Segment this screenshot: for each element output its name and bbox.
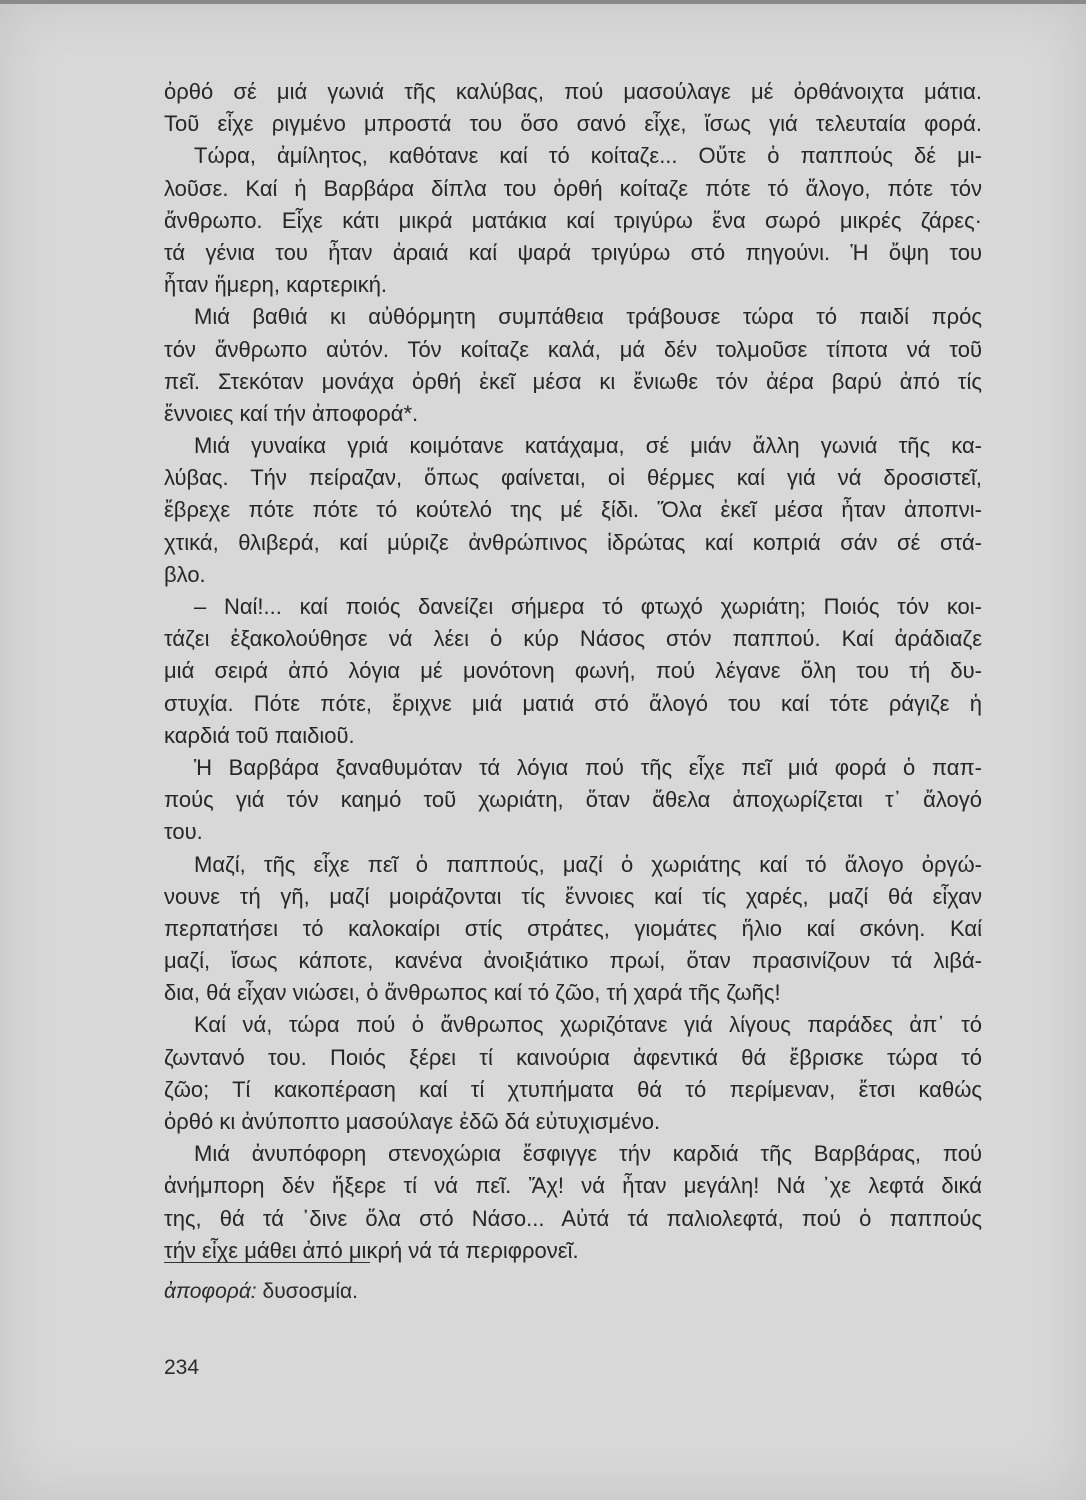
text-line: Μιά ἀνυπόφορη στενοχώρια ἔσφιγγε τήν καρδιά τῆς Βαρβάρας, πού <box>194 1141 982 1167</box>
text-line: δια, θά εἶχαν νιώσει, ὁ ἄνθρωπος καί τό ζῶο, τή χαρά τῆς ζωῆς! <box>164 980 781 1006</box>
footnote-term: ἀποφορά: <box>164 1280 257 1303</box>
text-line: πεῖ. Στεκόταν μονάχα ὀρθή ἐκεῖ μέσα κι ἔνιωθε τόν ἀέρα βαρύ ἀπό τίς <box>164 368 982 394</box>
text-line: ἔννοιες καί τήν ἀποφορά*. <box>164 400 419 426</box>
text-line: χτικά, θλιβερά, καί μύριζε ἀνθρώπινος ἱδρώτας καί κοπριά σάν σέ στά- <box>164 529 982 555</box>
text-line: – Ναί!... καί ποιός δανείζει σήμερα τό φτωχό χωριάτη; Ποιός τόν κοι- <box>194 594 982 619</box>
text-line: βλο. <box>164 561 206 587</box>
text-line: ζωντανό του. Ποιός ξέρει τί καινούρια ἀφεντικά θά ἔβρισκε τώρα τό <box>164 1044 982 1070</box>
text-line: τάζει ἐξακολούθησε νά λέει ὁ κύρ Νάσος στόν παππού. Καί ἀράδιαζε <box>164 626 982 652</box>
footnote-rule <box>164 1262 370 1263</box>
text-line: νουνε τή γῆ, μαζί μοιράζονται τίς ἔννοιες καί τίς χαρές, μαζί θά εἶχαν <box>164 883 982 909</box>
text-line: Μιά βαθιά κι αὐθόρμητη συμπάθεια τράβουσε τώρα τό παιδί πρός <box>194 304 982 330</box>
body-text <box>164 76 982 1267</box>
text-line: του. <box>164 819 203 845</box>
text-line: Τώρα, ἀμίλητος, καθότανε καί τό κοίταζε... Οὔτε ὁ παππούς δέ μι- <box>194 143 982 169</box>
text-line: περπατήσει τό καλοκαίρι στίς στράτες, γιομάτες ἥλιο καί σκόνη. Καί <box>164 915 982 941</box>
text-line: ὀρθό κι ἀνύποπτο μασούλαγε ἐδῶ δά εὐτυχισμένο. <box>164 1109 661 1134</box>
footnote <box>164 1280 358 1304</box>
text-line: τήν εἶχε μάθει ἀπό μικρή νά τά περιφρονεῖ. <box>164 1237 579 1263</box>
text-line: πούς γιά τόν καημό τοῦ χωριάτη, ὅταν ἄθελα ἀποχωρίζεται τ᾽ ἄλογό <box>164 787 982 813</box>
page-number: 234 <box>164 1356 200 1379</box>
text-line: Μιά γυναίκα γριά κοιμότανε κατάχαμα, σέ μιάν ἄλλη γωνιά τῆς κα- <box>194 433 982 459</box>
text-line: στυχία. Πότε πότε, ἔριχνε μιά ματιά στό ἄλογό του καί τότε ράγιζε ἡ <box>164 690 982 716</box>
text-line: λοῦσε. Καί ἡ Βαρβάρα δίπλα του ὀρθή κοίταζε πότε τό ἄλογο, πότε τόν <box>164 175 982 201</box>
text-line: Ἡ Βαρβάρα ξαναθυμόταν τά λόγια πού τῆς εἶχε πεῖ μιά φορά ὁ παπ- <box>194 754 982 780</box>
footnote-definition: δυσοσμία. <box>262 1280 359 1303</box>
text-line: της, θά τά ᾽δινε ὅλα στό Νάσο... Αὐτά τά παλιολεφτά, πού ὁ παππούς <box>164 1205 982 1231</box>
text-line: καρδιά τοῦ παιδιοῦ. <box>164 722 355 748</box>
text-line: μαζί, ἴσως κάποτε, κανένα ἀνοιξιάτικο πρωί, ὅταν πρασινίζουν τά λιβά- <box>164 948 982 974</box>
text-line: Τοῦ εἶχε ριγμένο μπροστά του ὅσο σανό εἶχε, ἴσως γιά τελευταία φορά. <box>164 111 982 137</box>
text-line: ὀρθό σέ μιά γωνιά τῆς καλύβας, πού μασούλαγε μέ ὀρθάνοιχτα μάτια. <box>164 79 982 104</box>
text-line: μιά σειρά ἀπό λόγια μέ μονότονη φωνή, πού λέγανε ὅλη του τή δυ- <box>164 658 982 684</box>
text-line: λύβας. Τήν πείραζαν, ὅπως φαίνεται, οἱ θέρμες καί γιά νά δροσιστεῖ, <box>164 465 982 491</box>
text-line: τόν ἄνθρωπο αὐτόν. Τόν κοίταζε καλά, μά δέν τολμοῦσε τίποτα νά τοῦ <box>164 336 982 362</box>
text-line: τά γένια του ἦταν ἀραιά καί ψαρά τριγύρω στό πηγούνι. Ἡ ὄψη του <box>164 239 982 265</box>
text-line: Καί νά, τώρα πού ὁ ἄνθρωπος χωριζότανε γιά λίγους παράδες ἀπ᾽ τό <box>194 1012 982 1038</box>
text-line: Μαζί, τῆς εἶχε πεῖ ὁ παππούς, μαζί ὁ χωριάτης καί τό ἄλογο ὀργώ- <box>194 851 982 877</box>
text-line: ἀνήμπορη δέν ἤξερε τί νά πεῖ. Ἄχ! νά ἦταν μεγάλη! Νά ᾽χε λεφτά δικά <box>164 1173 982 1199</box>
scan-edge <box>0 0 1086 4</box>
text-line: ζῶο; Τί κακοπέραση καί τί χτυπήματα θά τό περίμεναν, ἔτσι καθώς <box>164 1076 982 1102</box>
text-line: ἔβρεχε πότε πότε τό κούτελό της μέ ξίδι. Ὅλα ἐκεῖ μέσα ἦταν ἀποπνι- <box>164 497 982 523</box>
text-line: ἄνθρωπο. Εἶχε κάτι μικρά ματάκια καί τριγύρω ἕνα σωρό μικρές ζάρες· <box>164 207 982 233</box>
text-line: ἦταν ἥμερη, καρτερική. <box>164 272 388 298</box>
